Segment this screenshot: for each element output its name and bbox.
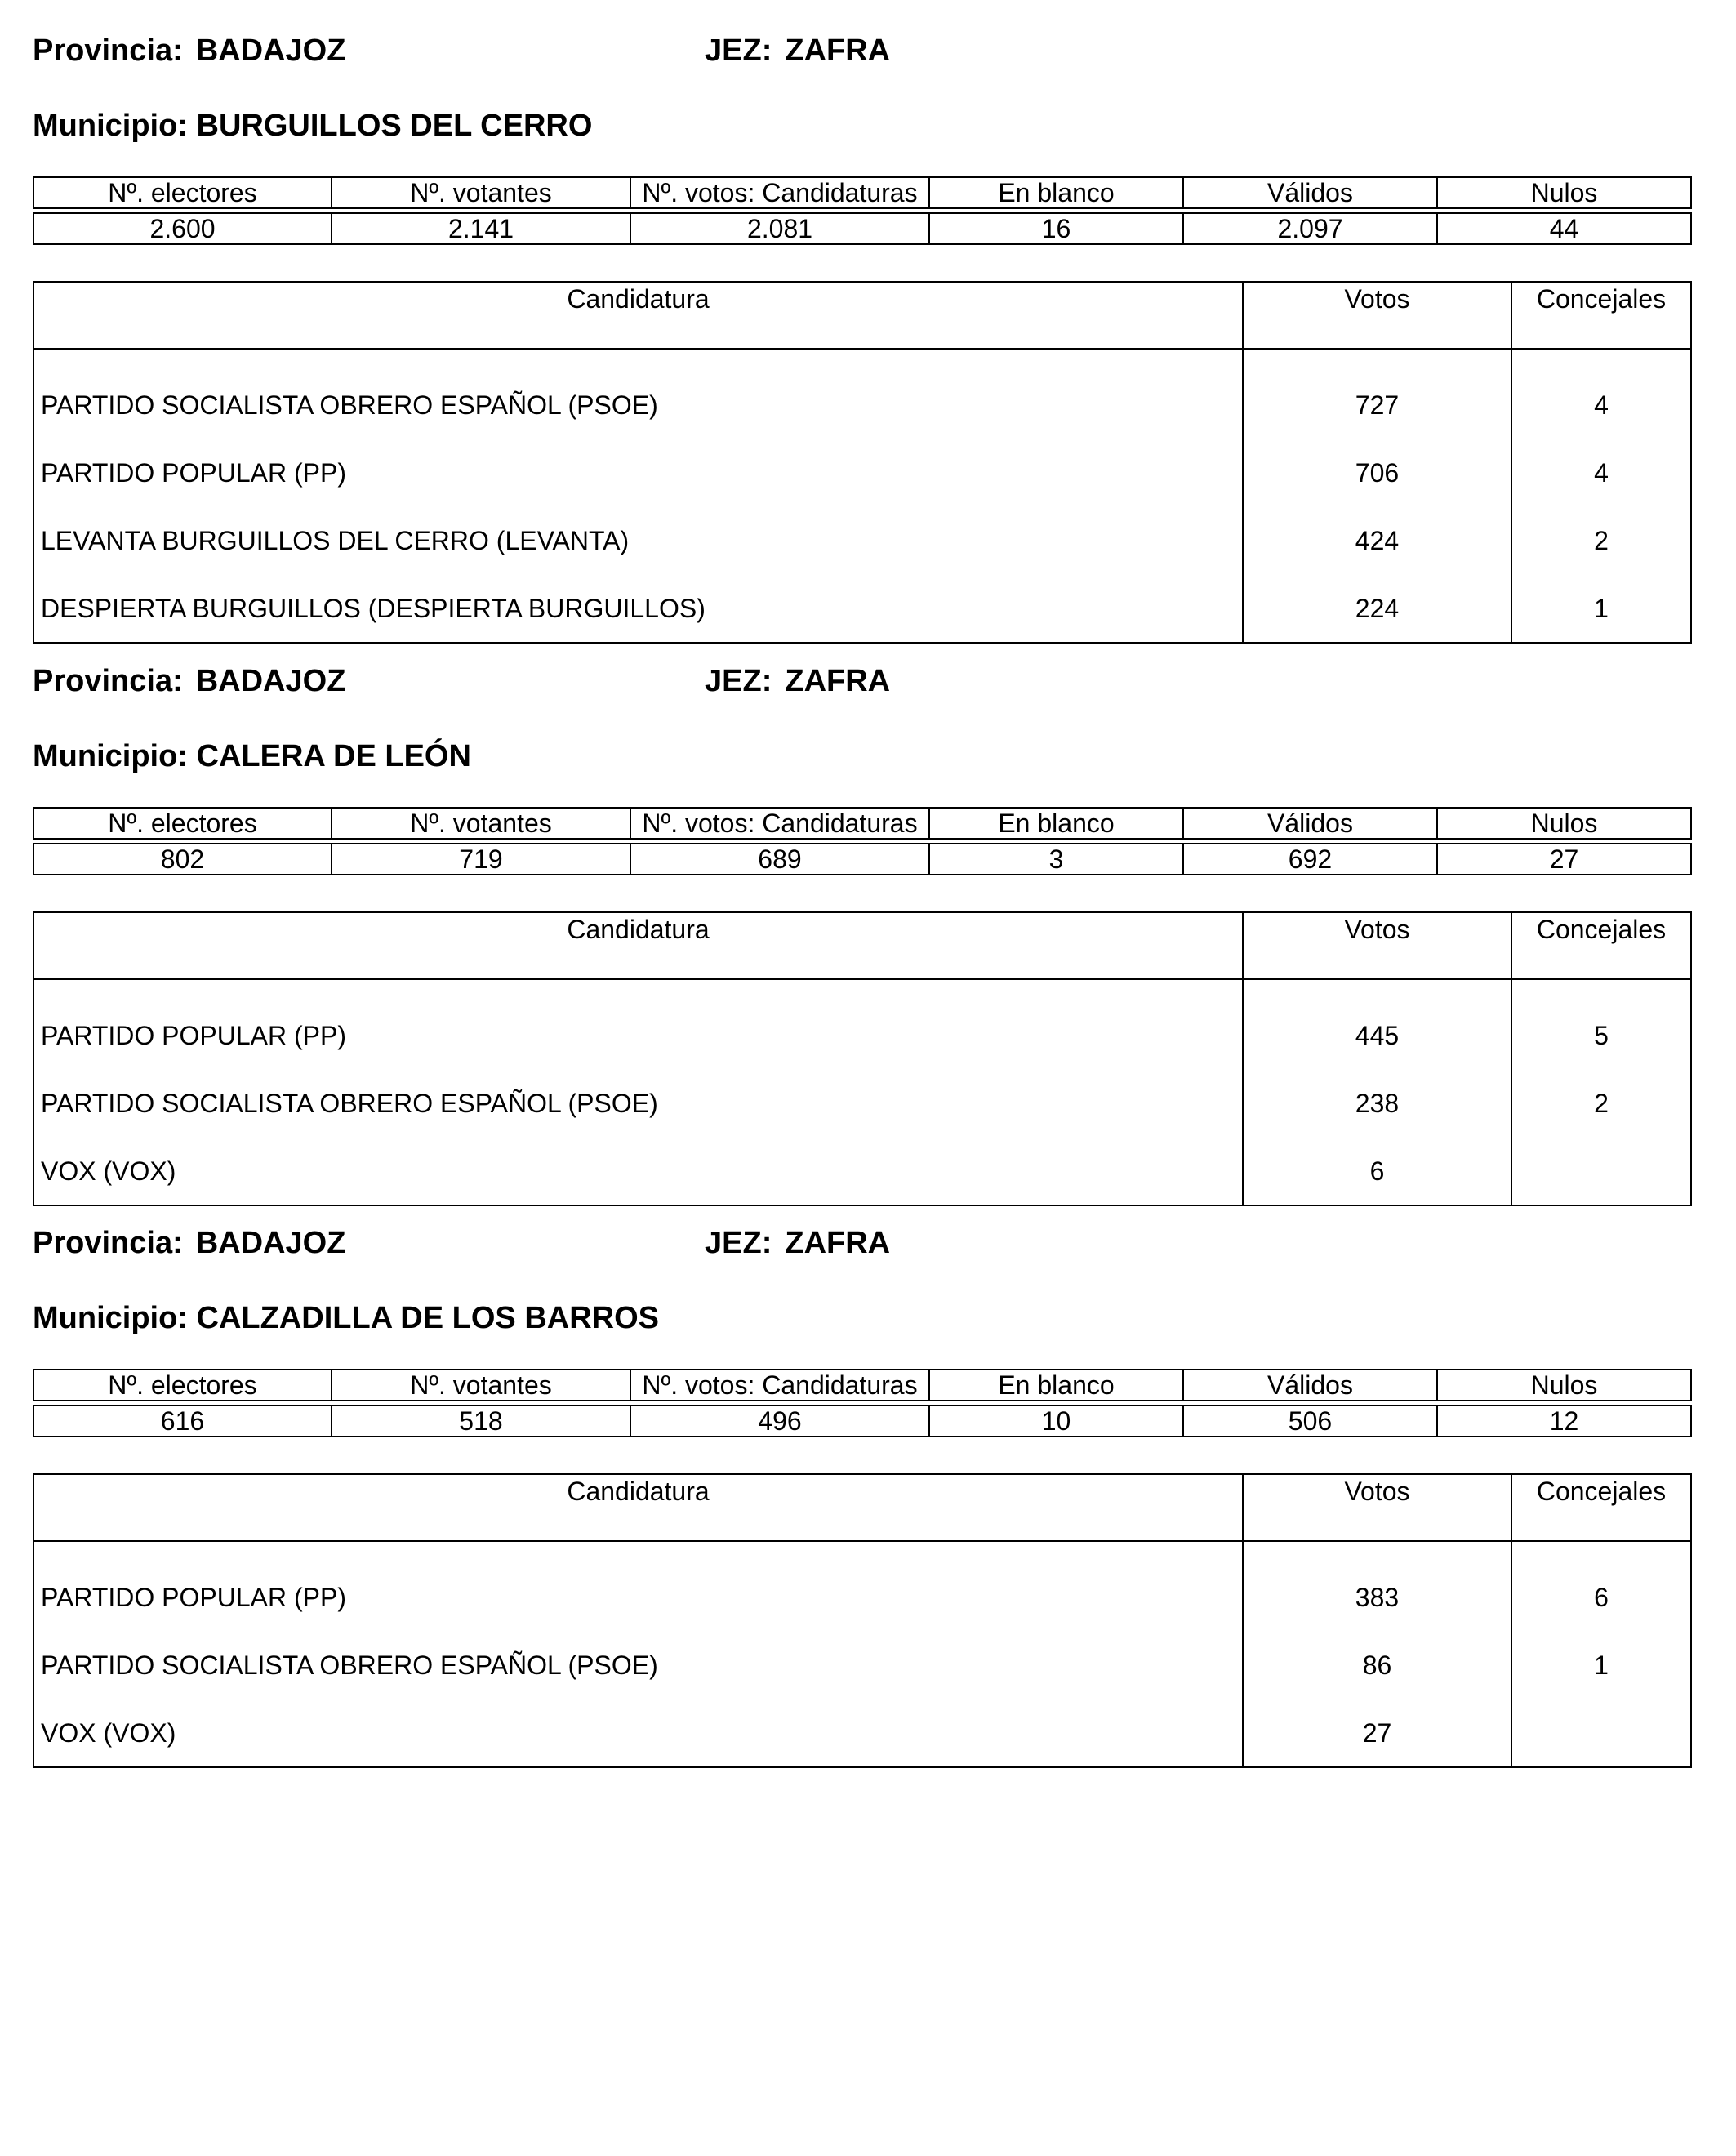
stats-value: 802 [33, 844, 332, 875]
stats-header: En blanco [929, 808, 1183, 839]
table-row [33, 1699, 1691, 1767]
stats-value: 2.097 [1183, 213, 1437, 244]
cand-votos: 706 [1243, 439, 1511, 506]
cand-votos: 238 [1243, 1069, 1511, 1137]
jez-value: ZAFRA [785, 664, 891, 698]
municipio-value: CALERA DE LEÓN [196, 739, 471, 773]
cand-concejales: 1 [1511, 1631, 1691, 1699]
stats-header: Válidos [1183, 808, 1437, 839]
cand-concejales: 2 [1511, 1069, 1691, 1137]
cand-name: VOX (VOX) [33, 1137, 1243, 1205]
cand-header: Votos [1243, 1474, 1511, 1541]
stats-value: 719 [332, 844, 630, 875]
stats-value: 689 [630, 844, 929, 875]
municipio-label: Municipio: [33, 109, 188, 143]
stats-header-row [33, 177, 1691, 208]
candidaturas-table [33, 281, 1692, 644]
cand-name: LEVANTA BURGUILLOS DEL CERRO (LEVANTA) [33, 506, 1243, 574]
cand-header: Candidatura [33, 1474, 1243, 1541]
cand-name: PARTIDO POPULAR (PP) [33, 439, 1243, 506]
stats-value: 692 [1183, 844, 1437, 875]
table-row [33, 574, 1691, 643]
cand-votos: 424 [1243, 506, 1511, 574]
table-row [33, 349, 1691, 439]
stats-value: 506 [1183, 1405, 1437, 1437]
cand-concejales [1511, 1137, 1691, 1205]
stats-value: 496 [630, 1405, 929, 1437]
table-row [33, 1137, 1691, 1205]
cand-name: PARTIDO POPULAR (PP) [33, 1541, 1243, 1631]
jez-line [705, 663, 890, 699]
candidaturas-table [33, 911, 1692, 1206]
table-row [33, 979, 1691, 1069]
cand-votos: 27 [1243, 1699, 1511, 1767]
cand-votos: 86 [1243, 1631, 1511, 1699]
stats-header: Nulos [1437, 177, 1691, 208]
stats-value-row [33, 1405, 1691, 1437]
provincia-value: BADAJOZ [195, 664, 346, 698]
provincia-line [33, 1225, 345, 1261]
municipio-line [33, 1300, 659, 1336]
jez-line [705, 33, 890, 69]
stats-header: Nº. electores [33, 177, 332, 208]
stats-value: 2.081 [630, 213, 929, 244]
cand-votos: 6 [1243, 1137, 1511, 1205]
cand-header: Votos [1243, 912, 1511, 979]
stats-value: 2.141 [332, 213, 630, 244]
stats-header: Nº. electores [33, 1370, 332, 1401]
stats-header: En blanco [929, 1370, 1183, 1401]
stats-value: 12 [1437, 1405, 1691, 1437]
provincia-line [33, 33, 345, 69]
cand-header-row [33, 1474, 1691, 1541]
stats-header: En blanco [929, 177, 1183, 208]
stats-value: 518 [332, 1405, 630, 1437]
cand-concejales: 6 [1511, 1541, 1691, 1631]
stats-header: Nº. votos: Candidaturas [630, 808, 929, 839]
jez-value: ZAFRA [785, 1226, 891, 1260]
provincia-line [33, 663, 345, 699]
stats-value: 16 [929, 213, 1183, 244]
cand-header-row [33, 912, 1691, 979]
cand-concejales: 5 [1511, 979, 1691, 1069]
jez-value: ZAFRA [785, 33, 891, 68]
stats-table [33, 176, 1692, 245]
stats-value-row [33, 844, 1691, 875]
provincia-value: BADAJOZ [195, 1226, 346, 1260]
jez-label: JEZ: [705, 33, 772, 68]
stats-value-row [33, 213, 1691, 244]
cand-header: Candidatura [33, 912, 1243, 979]
cand-name: VOX (VOX) [33, 1699, 1243, 1767]
municipio-line [33, 738, 471, 774]
municipio-value: BURGUILLOS DEL CERRO [196, 109, 593, 143]
cand-header: Candidatura [33, 282, 1243, 349]
stats-value: 2.600 [33, 213, 332, 244]
stats-header: Nº. votantes [332, 1370, 630, 1401]
stats-value: 44 [1437, 213, 1691, 244]
municipio-value: CALZADILLA DE LOS BARROS [196, 1301, 659, 1335]
stats-value: 3 [929, 844, 1183, 875]
cand-votos: 727 [1243, 349, 1511, 439]
jez-label: JEZ: [705, 664, 772, 698]
cand-concejales: 2 [1511, 506, 1691, 574]
stats-header: Válidos [1183, 1370, 1437, 1401]
provincia-label: Provincia: [33, 1226, 183, 1260]
cand-header: Concejales [1511, 282, 1691, 349]
stats-header: Nº. votos: Candidaturas [630, 177, 929, 208]
table-row [33, 1069, 1691, 1137]
table-row [33, 1541, 1691, 1631]
cand-votos: 383 [1243, 1541, 1511, 1631]
table-row [33, 1631, 1691, 1699]
cand-name: PARTIDO SOCIALISTA OBRERO ESPAÑOL (PSOE) [33, 1069, 1243, 1137]
cand-header: Concejales [1511, 912, 1691, 979]
table-row [33, 506, 1691, 574]
municipio-line [33, 108, 592, 144]
stats-value: 27 [1437, 844, 1691, 875]
municipio-label: Municipio: [33, 739, 188, 773]
provincia-label: Provincia: [33, 664, 183, 698]
cand-name: PARTIDO SOCIALISTA OBRERO ESPAÑOL (PSOE) [33, 349, 1243, 439]
cand-name: PARTIDO POPULAR (PP) [33, 979, 1243, 1069]
jez-label: JEZ: [705, 1226, 772, 1260]
cand-concejales: 4 [1511, 439, 1691, 506]
stats-value: 10 [929, 1405, 1183, 1437]
cand-concejales: 1 [1511, 574, 1691, 643]
cand-votos: 224 [1243, 574, 1511, 643]
provincia-value: BADAJOZ [195, 33, 346, 68]
stats-value: 616 [33, 1405, 332, 1437]
provincia-label: Provincia: [33, 33, 183, 68]
cand-name: PARTIDO SOCIALISTA OBRERO ESPAÑOL (PSOE) [33, 1631, 1243, 1699]
table-row [33, 439, 1691, 506]
cand-concejales [1511, 1699, 1691, 1767]
cand-concejales: 4 [1511, 349, 1691, 439]
candidaturas-table [33, 1473, 1692, 1768]
stats-header: Nº. votantes [332, 177, 630, 208]
cand-header: Votos [1243, 282, 1511, 349]
cand-header: Concejales [1511, 1474, 1691, 1541]
cand-votos: 445 [1243, 979, 1511, 1069]
stats-header: Válidos [1183, 177, 1437, 208]
stats-header: Nº. votantes [332, 808, 630, 839]
cand-header-row [33, 282, 1691, 349]
municipio-label: Municipio: [33, 1301, 188, 1335]
cand-name: DESPIERTA BURGUILLOS (DESPIERTA BURGUILLOS) [33, 574, 1243, 643]
stats-header: Nulos [1437, 808, 1691, 839]
stats-table [33, 1369, 1692, 1437]
stats-header: Nº. votos: Candidaturas [630, 1370, 929, 1401]
jez-line [705, 1225, 890, 1261]
stats-header: Nº. electores [33, 808, 332, 839]
stats-header: Nulos [1437, 1370, 1691, 1401]
stats-header-row [33, 808, 1691, 839]
stats-header-row [33, 1370, 1691, 1401]
stats-table [33, 807, 1692, 875]
